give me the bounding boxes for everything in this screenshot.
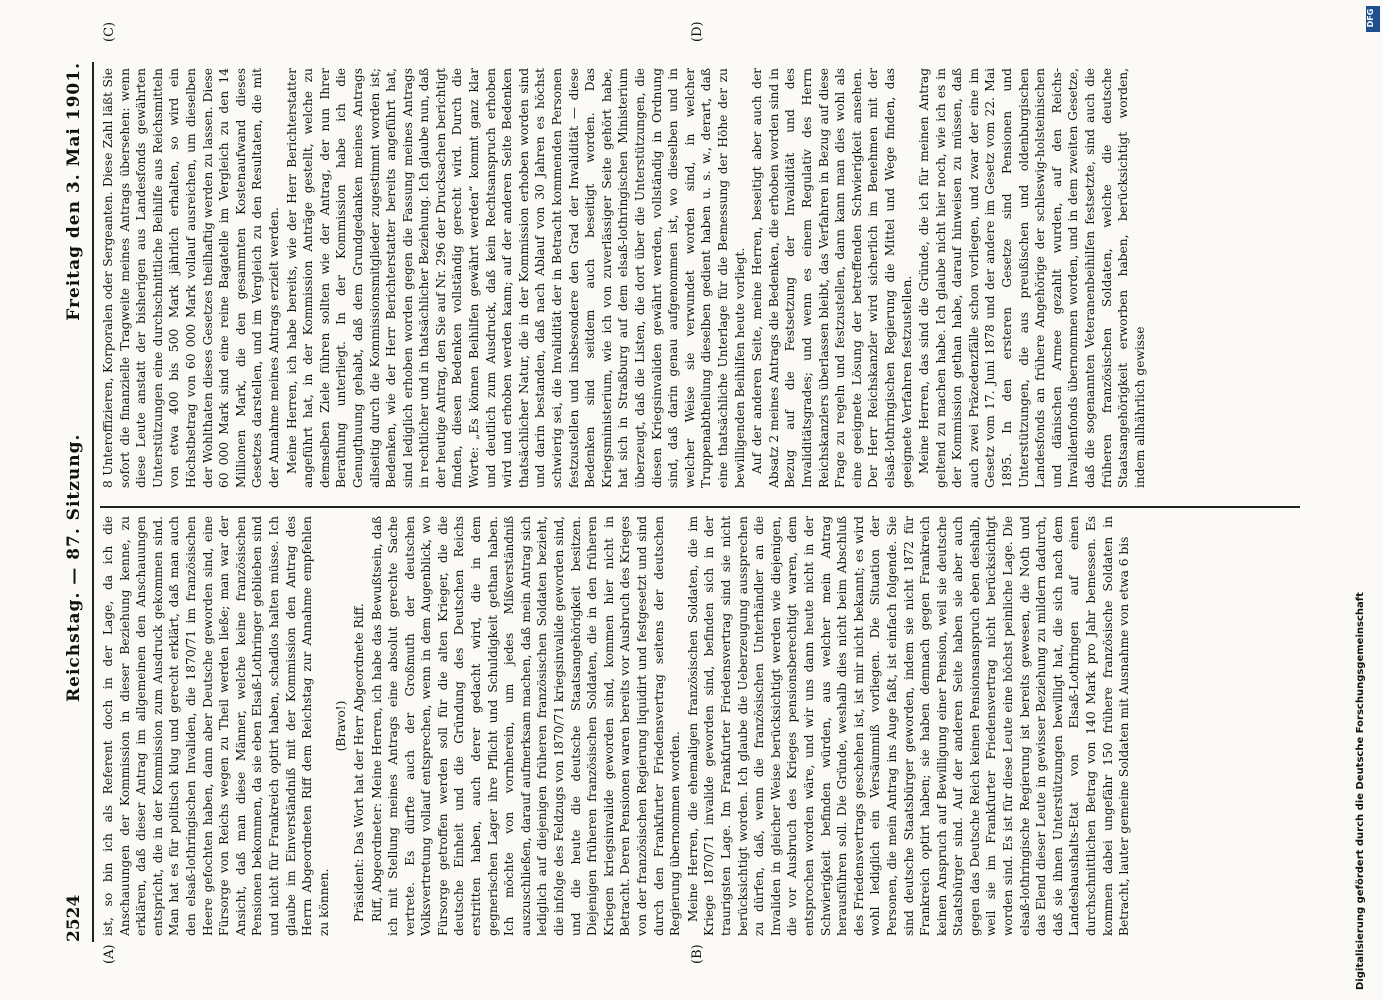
digitization-credit: [1355, 10, 1377, 990]
dfg-logo: [1366, 6, 1380, 32]
page-number: 2524: [64, 894, 84, 942]
margin-marker-a: (A): [102, 944, 117, 964]
paragraph-applause: (Bravo!): [334, 700, 349, 752]
dfg-logo-text: DFG: [1366, 8, 1375, 28]
margin-marker-c: (C): [102, 21, 117, 42]
paragraph-president: Präsident: Das Wort hat der Herr Abgeordnete Riff.: [351, 603, 366, 922]
paragraph: Meine Herren, ich habe bereits, wie der Herr Berichterstatter angeführt hat, in der Kommission Anträge gestellt, welche zu demselben Ziele führen sollten wie der Antrag, der nun Ihrer Berathung unterliegt. In der Kommission habe ich die Genugthuung gehabt, daß dem Grundgedanken meines Antrags allseitig durch die Kommissionsmitglieder zugestimmt worden ist; Bedenken, wie der Herr Berichterstatter bereits angeführt hat, sind lediglich erhoben worden gegen die Fassung meines Antrags in rechtlicher und in thatsächlicher Beziehung. Ich glaube nun, daß der heutige Antrag, den Sie auf Nr. 296 der Drucksachen berichtigt finden, diesen Bedenken vollständig gerecht wird. Durch die Worte: „Es können Beihilfen gewährt werden“ kommt ganz klar und deutlich zum Ausdruck, daß kein Rechtsanspruch erhoben wird und erhoben werden kann; auf der anderen Seite Bedenken thatsächlicher Natur, die in der Kommission erhoben worden sind und darin bestanden, daß nach Ablauf von 30 Jahren es höchst schwierig sei, die Invalidität der in Betracht kommenden Personen festzustellen und insbesondere den Grad der Invalidität — diese Bedenken sind seitdem auch beseitigt worden. Das Kriegsministerium, wie ich von zuverlässiger Seite gehört habe, hat sich in Straßburg auf dem elsaß-lothringischen Ministerium überzeugt, daß die Listen, die dort über die Unterstützungen, die diesen Kriegsinvaliden gewährt werden, vollständig in Ordnung sind, daß darin genau aufgenommen ist, wo dieselben und in welcher Weise sie verwundet worden sind, in welcher Truppenabtheilung dieselben gedient haben u. s. w., derart, daß eine thatsächliche Unterlage für die Bemessung der Höhe der zu bewilligenden Beihilfen heute vorliegt.: [284, 68, 747, 488]
page-header: [64, 62, 90, 942]
date-title: Freitag den 3. Mai 1901.: [64, 62, 84, 321]
paragraph: Auf der anderen Seite, meine Herren, beseitigt aber auch der Absatz 2 meines Antrags die Bedenken, die erhoben worden sind in Bezug auf die Festsetzung der Invalidität und des Invaliditätsgrades; und wenn es einem Regulativ des Herrn Reichskanzlers überlassen bleibt, das Verfahren in Bezug auf diese Frage zu regeln und festzustellen, dann kann man dies wohl als eine geeignete Lösung der betreffenden Schwierigkeit ansehen. Der Herr Reichskanzler wird sicherlich im Benehmen mit der elsaß-lothringischen Regierung die Mittel und Wege finden, das geeignete Verfahren festzustellen.: [750, 68, 914, 488]
margin-marker-b: (B): [690, 944, 705, 964]
credit-text: Digitalisierung gefördert durch die Deutsche Forschungsgemeinschaft: [1355, 592, 1366, 990]
paragraph: Meine Herren, das sind die Gründe, die ich für meinen Antrag geltend zu machen habe. Ich glaube nicht hier noch, wie ich es in der Kommission gethan habe, darauf hinweisen zu müssen, daß auch zwei Präzedenzfälle schon vorliegen, und zwar der eine im Gesetz vom 17. Juni 1878 und der andere im Gesetz vom 22. Mai 1895. In den ersteren Gesetze sind Pensionen und Unterstützungen, die aus preußischen und oldenburgischen Landesfonds an frühere Angehörige der schleswig-holsteinischen und dänischen Armee gezahlt wurden, auf den Reichs-Invalidenfonds übernommen worden, und in dem zweiten Gesetze, daß die sogenannten Veteranenbeihilfen festsetzte, sind auch die früheren französischen Soldaten, welche die deutsche Staatsangehörigkeit erworben haben, berücksichtigt worden, indem allhährlich gewisse: [917, 68, 1147, 488]
paragraph: Riff, Abgeordneter: Meine Herren, ich habe das Bewußtsein, daß ich mit Stellung meines Antrags eine absolut gerechte Sache vertrete. Es dürfte auch der Großmuth der deutschen Volksvertretung vollauf entsprechen, wenn in dem Augenblick, wo Fürsorge getroffen werden soll für die alten Krieger, die die deutsche Einheit und die Gründung des Deutschen Reichs erstritten haben, auch derer gedacht wird, die in dem gegnerischen Lager ihre Pflicht und Schuldigkeit gethan haben. Ich möchte von vornherein, um jedes Mißverständniß auszuschließen, darauf aufmerksam machen, daß mein Antrag sich lediglich auf diejenigen früheren französischen Soldaten bezieht, die infolge des Feldzugs von 1870/71 kriegsinvalide geworden sind, und die heute die deutsche Staatsangehörigkeit besitzen. Diejenigen früheren französischen Soldaten, die in den früheren Kriegen kriegsinvalide geworden sind, kommen hier nicht in Betracht. Deren Pensionen waren bereits vor Ausbruch des Krieges von der französischen Regierung liquidirt und festgesetzt und sind durch den Frankfurter Friedensvertrag seitens der deutschen Regierung übernommen worden.: [369, 516, 683, 936]
column-divider: [100, 506, 1300, 508]
paragraph: 8 Unteroffizieren, Korporalen oder Sergeanten. Diese Zahl läßt Sie sofort die finanzielle Tragweite meines Antrags übersehen: wenn diese Leute anstatt der bisherigen aus Landesfonds gewährten Unterstützungen eine durchschnittliche Beihilfe aus Reichsmitteln von etwa 400 bis 500 Mark jährlich erhalten, so wird ein Höchstbetrag von 60 000 Mark vollauf ausreichen, um dieselben der Wohlthaten dieses Gesetzes theilhaftig werden zu lassen. Diese 60 000 Mark sind eine reine Bagatelle im Vergleich zu den 14 Millionen Mark, die den gesammten Kostenaufwand dieses Gesetzes darstellen, und im Vergleich zu den Resultaten, die mit der Annahme meines Antrags erzielt werden.: [101, 68, 281, 488]
paragraph: Meine Herren, die ehemaligen französischen Soldaten, die im Kriege 1870/71 invalide geworden sind, befinden sich in der traurigsten Lage. Im Frankfurter Friedensvertrag sind sie nicht berücksichtigt worden. Ich glaube die Ueberzeugung aussprechen zu dürfen, daß, wenn die französischen Unterhändler an die Invaliden in gleicher Weise berücksichtigt werden wie diejenigen, die vor Ausbruch des Krieges pensionsberechtigt waren, dem entsprochen worden wäre, und wir uns dann heute nicht in der Schwierigkeit befinden würden, aus welcher mein Antrag herausführen soll. Die Gründe, weshalb dies nicht beim Abschluß des Friedensvertrags geschehen ist, ist mir nicht bekannt; es wird wohl lediglich ein Versäumniß vorliegen. Die Situation der Personen, die mein Antrag ins Auge faßt, ist einfach folgende. Sie sind deutsche Staatsbürger geworden, indem sie nicht 1872 für Frankreich optirt haben; sie haben demnach gegen Frankreich keinen Anspruch auf Bewilligung einer Pension, weil sie deutsche Staatsbürger sind. Auf der anderen Seite haben sie aber auch gegen das Deutsche Reich keinen Pensionsanspruch eben deshalb, weil sie im Frankfurter Friedensvertrag nicht berücksichtigt worden sind. Es ist für diese Leute eine höchst peinliche Lage. Die elsaß-lothringische Regierung ist bereits gewesen, die Noth und das Elend dieser Leute in gewisser Beziehung zu mildern dadurch, daß sie ihnen Unterstützungen bewilligt hat, die sich nach dem Landeshaushalts-Etat von Elsaß-Lothringen auf einen durchschnittlichen Betrag von 140 Mark pro Jahr bemessen. Es kommen dabei ungefähr 150 frühere französische Soldaten in Betracht, lauter gemeine Soldaten mit Ausnahme von etwa 6 bis: [685, 516, 1132, 936]
header-rule: [92, 62, 94, 942]
margin-marker-d: (D): [690, 21, 705, 42]
right-text-column: [100, 68, 1300, 488]
left-text-column: [100, 516, 1300, 936]
paragraph: ist, so bin ich als Referent doch in der Lage, da ich die Anschauungen der Kommission in dieser Beziehung kenne, zu erklären, daß dieser Antrag im allgemeinen den Anschauungen entspricht, die in der Kommission zum Ausdruck gekommen sind. Man hat es für politisch klug und gerecht erklärt, daß man auch den elsaß-lothringischen Invaliden, die 1870/71 im französischen Heere gefochten haben, dann aber Deutsche geworden sind, eine Fürsorge von Reichs wegen zu Theil werden ließe; man war der Ansicht, daß man diese Männer, welche keine französischen Pensionen bekommen, da sie eben Elsaß-Lothringer geblieben sind und nicht für Frankreich optirt haben, schadlos halten müsse. Ich glaube im Einverständniß mit der Kommission den Antrag des Herrn Abgeordneten Riff dem Reichstag zur Annahme empfehlen zu können.: [101, 516, 331, 936]
session-title: Reichstag. — 87. Sitzung.: [64, 433, 84, 702]
